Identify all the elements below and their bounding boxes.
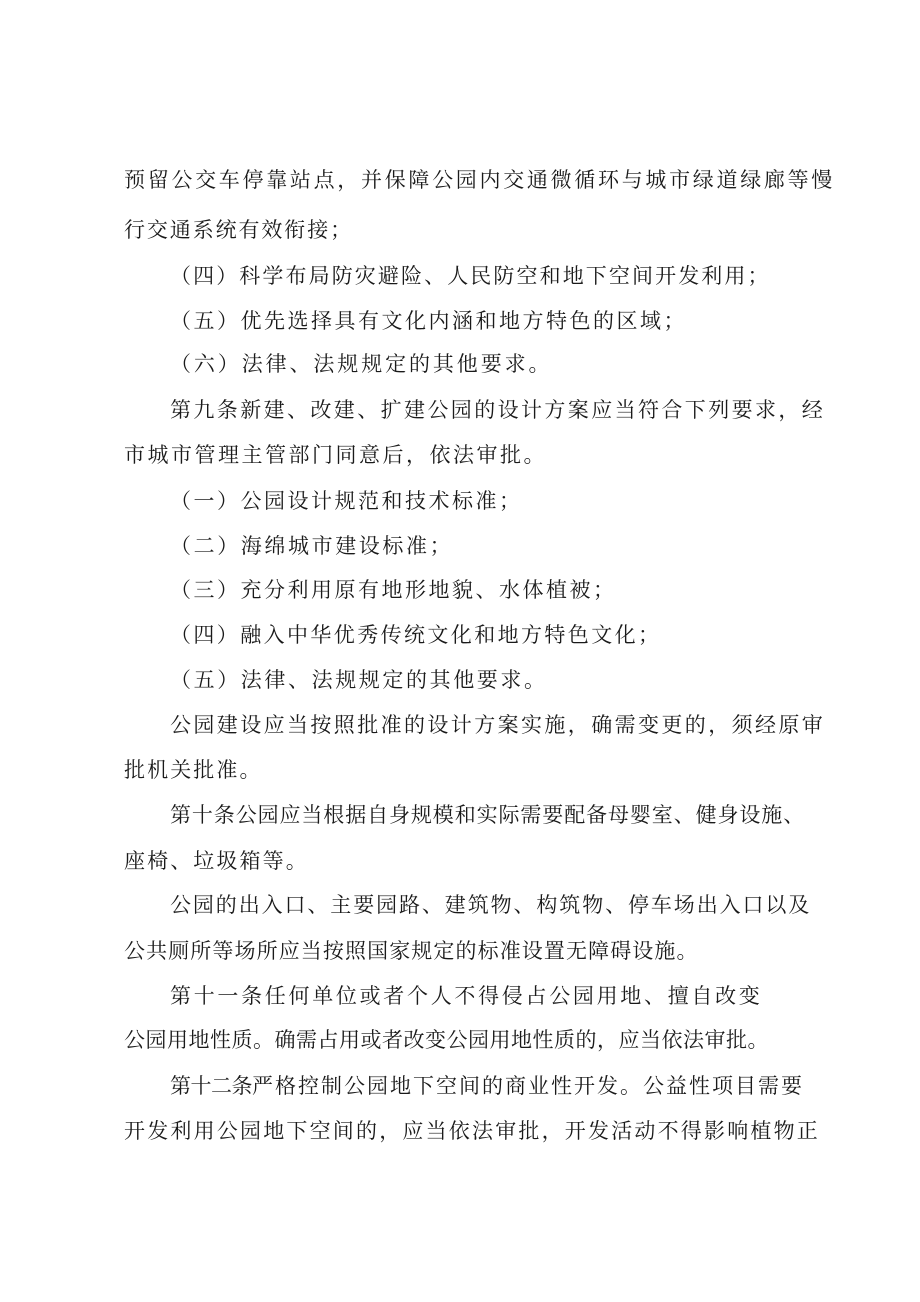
text-line: 开发利用公园地下空间的，应当依法审批，开发活动不得影响植物正 bbox=[124, 1119, 820, 1143]
text-line: 预留公交车停靠站点，并保障公园内交通微循环与城市绿道绿廊等慢 bbox=[124, 168, 835, 192]
article-10-line: 第十条公园应当根据自身规模和实际需要配备母婴室、健身设施、 bbox=[170, 803, 806, 827]
list-item: （一）公园设计规范和技术标准； bbox=[170, 489, 523, 513]
article-12-line bbox=[170, 1071, 804, 1101]
text-line: 公共厕所等场所应当按照国家规定的标准设置无障碍设施。 bbox=[124, 939, 699, 963]
article-12-text: 严格控制公园地下空间的商业性开发。公益性项目需要 bbox=[252, 1074, 804, 1098]
article-9-line: 第九条新建、改建、扩建公园的设计方案应当符合下列要求，经 bbox=[170, 398, 826, 422]
list-item: （六）法律、法规规定的其他要求。 bbox=[170, 352, 553, 376]
list-item: （四）科学布局防灾避险、人民防空和地下空间开发利用； bbox=[170, 264, 771, 288]
text-line: 座椅、垃圾箱等。 bbox=[124, 849, 309, 873]
list-item: （三）充分利用原有地形地貌、水体植被； bbox=[170, 578, 617, 602]
list-item: （四）融入中华优秀传统文化和地方特色文化； bbox=[170, 623, 662, 647]
paragraph-line: 公园的出入口、主要园路、建筑物、构筑物、停车场出入口以及 bbox=[170, 893, 812, 917]
article-12-heading: 第十二条 bbox=[170, 1074, 252, 1098]
list-item: （五）法律、法规规定的其他要求。 bbox=[170, 668, 548, 692]
list-item: （五）优先选择具有文化内涵和地方特色的区域； bbox=[170, 309, 687, 333]
list-item: （二）海绵城市建设标准； bbox=[170, 534, 454, 558]
article-11-line: 第十一条任何单位或者个人不得侵占公园用地、擅自改变 bbox=[170, 984, 763, 1008]
paragraph-line: 公园建设应当按照批准的设计方案实施，确需变更的，须经原审 bbox=[170, 713, 826, 737]
text-line: 批机关批准。 bbox=[124, 758, 263, 782]
text-line: 市城市管理主管部门同意后，依法审批。 bbox=[124, 443, 547, 467]
text-line: 行交通系统有效衔接； bbox=[124, 218, 353, 242]
text-line: 公园用地性质。确需占用或者改变公园用地性质的，应当依法审批。 bbox=[124, 1028, 769, 1052]
